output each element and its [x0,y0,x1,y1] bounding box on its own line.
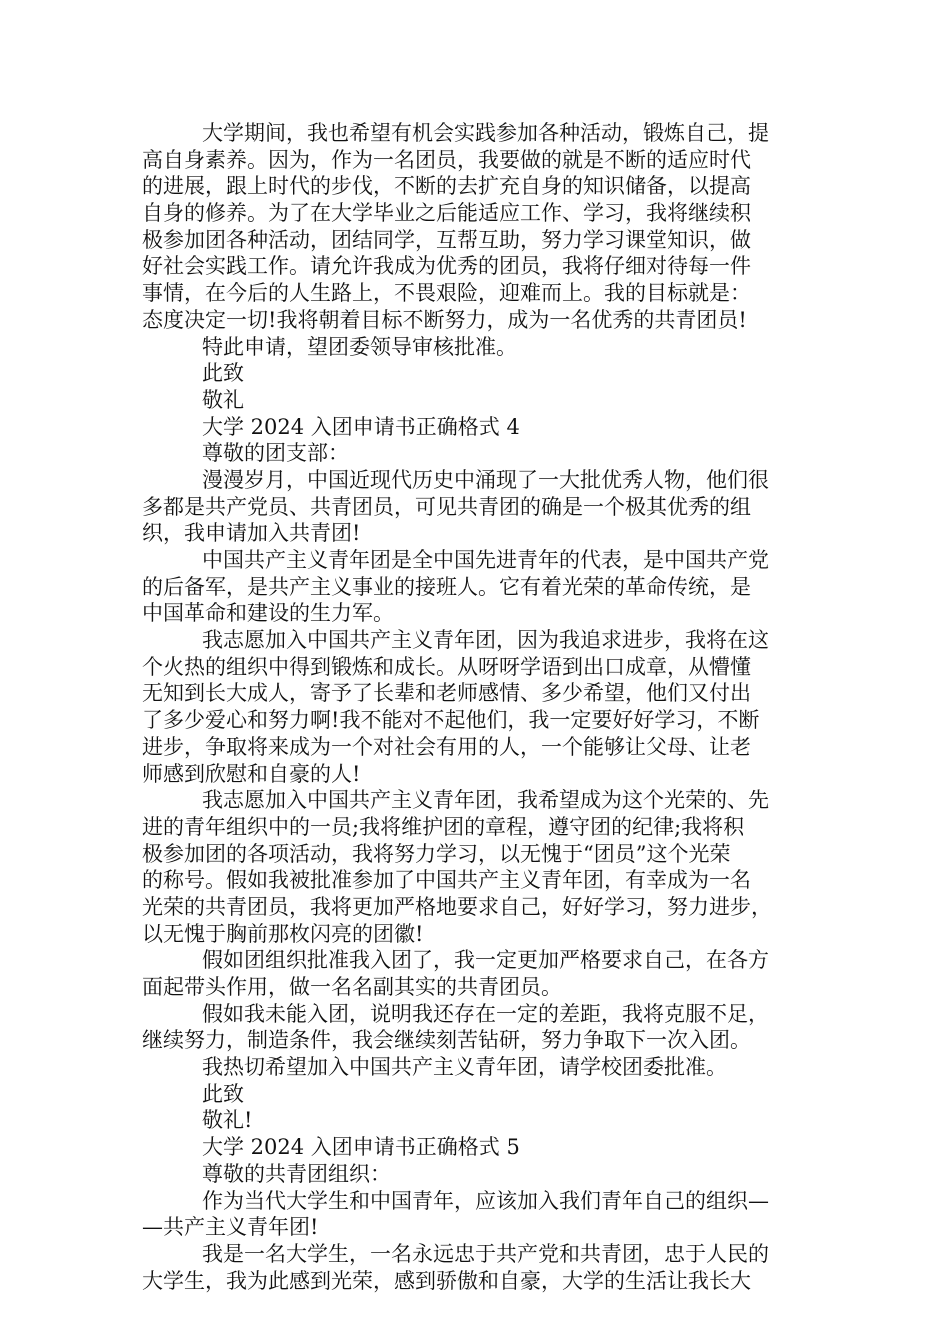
text-line: —共产主义青年团! [142,1215,319,1240]
text-line: 尊敬的团支部： [202,441,349,466]
text-line: 敬礼! [202,1108,253,1133]
text-line: 多都是共产党员、共青团员，可见共青团的确是一个极其优秀的组 [142,494,751,519]
text-line: 尊敬的共青团组织： [202,1161,391,1186]
text-line: 假如我未能入团，说明我还存在一定的差距，我将克服不足， [202,1001,769,1026]
text-line: 极参加团各种活动，团结同学，互帮互助，努力学习课堂知识，做 [142,227,751,252]
text-line: 事情，在今后的人生路上，不畏艰险，迎难而上。我的目标就是： [142,281,751,306]
text-line: 中国共产主义青年团是全中国先进青年的代表，是中国共产党 [202,548,769,572]
document-page [142,120,822,1294]
text-line: 我热切希望加入中国共产主义青年团，请学校团委批准。 [202,1055,727,1080]
text-line: 特此申请，望团委领导审核批准。 [202,334,517,359]
text-line: 极参加团的各项活动，我将努力学习，以无愧于“团员”这个光荣 [142,841,731,866]
text-line: 我志愿加入中国共产主义青年团，因为我追求进步，我将在这 [202,628,769,653]
text-line: 进步，争取将来成为一个对社会有用的人，一个能够让父母、让老 [142,734,751,759]
text-line: 此致 [202,1081,244,1106]
text-line: 大学期间，我也希望有机会实践参加各种活动，锻炼自己，提 [202,121,769,145]
text-line: 的后备军，是共产主义事业的接班人。它有着光荣的革命传统，是 [142,574,751,599]
text-line: 大学 2024 入团申请书正确格式 5 [202,1135,520,1160]
text-line: 敬礼 [202,387,244,412]
text-line: 光荣的共青团员，我将更加严格地要求自己，好好学习，努力进步， [142,894,772,919]
text-line: 高自身素养。因为，作为一名团员，我要做的就是不断的适应时代 [142,147,751,172]
text-line: 态度决定一切!我将朝着目标不断努力，成为一名优秀的共青团员! [142,307,747,332]
text-line: 了多少爱心和努力啊!我不能对不起他们，我一定要好好学习，不断 [142,708,760,733]
text-line: 大学 2024 入团申请书正确格式 4 [202,414,520,439]
text-line: 进的青年组织中的一员;我将维护团的章程，遵守团的纪律;我将积 [142,814,745,839]
text-line: 织，我申请加入共青团! [142,521,361,546]
text-line: 继续努力，制造条件，我会继续刻苦钻研，努力争取下一次入团。 [142,1028,751,1053]
text-line: 好社会实践工作。请允许我成为优秀的团员，我将仔细对待每一件 [142,254,751,279]
text-line: 假如团组织批准我入团了，我一定更加严格要求自己，在各方 [202,948,769,973]
text-line: 个火热的组织中得到锻炼和成长。从呀呀学语到出口成章，从懵懂 [142,654,751,679]
text-line: 师感到欣慰和自豪的人! [142,761,361,786]
text-line: 无知到长大成人，寄予了长辈和老师感情、多少希望，他们又付出 [142,681,751,706]
text-line: 我是一名大学生，一名永远忠于共产党和共青团，忠于人民的 [202,1241,769,1266]
text-line: 中国革命和建设的生力军。 [142,601,394,626]
text-line: 的进展，跟上时代的步伐，不断的去扩充自身的知识储备，以提高 [142,174,751,199]
text-line: 自身的修养。为了在大学毕业之后能适应工作、学习，我将继续积 [142,201,751,226]
text-line: 大学生，我为此感到光荣，感到骄傲和自豪，大学的生活让我长大 [142,1268,751,1293]
text-line: 漫漫岁月，中国近现代历史中涌现了一大批优秀人物，他们很 [202,467,769,492]
text-line: 我志愿加入中国共产主义青年团，我希望成为这个光荣的、先 [202,788,769,813]
text-line: 以无愧于胸前那枚闪亮的团徽! [142,921,424,946]
text-line: 作为当代大学生和中国青年，应该加入我们青年自己的组织— [202,1188,769,1213]
text-line: 面起带头作用，做一名名副其实的共青团员。 [142,975,562,999]
text-line: 的称号。假如我被批准参加了中国共产主义青年团，有幸成为一名 [142,868,751,893]
text-line: 此致 [202,361,244,386]
